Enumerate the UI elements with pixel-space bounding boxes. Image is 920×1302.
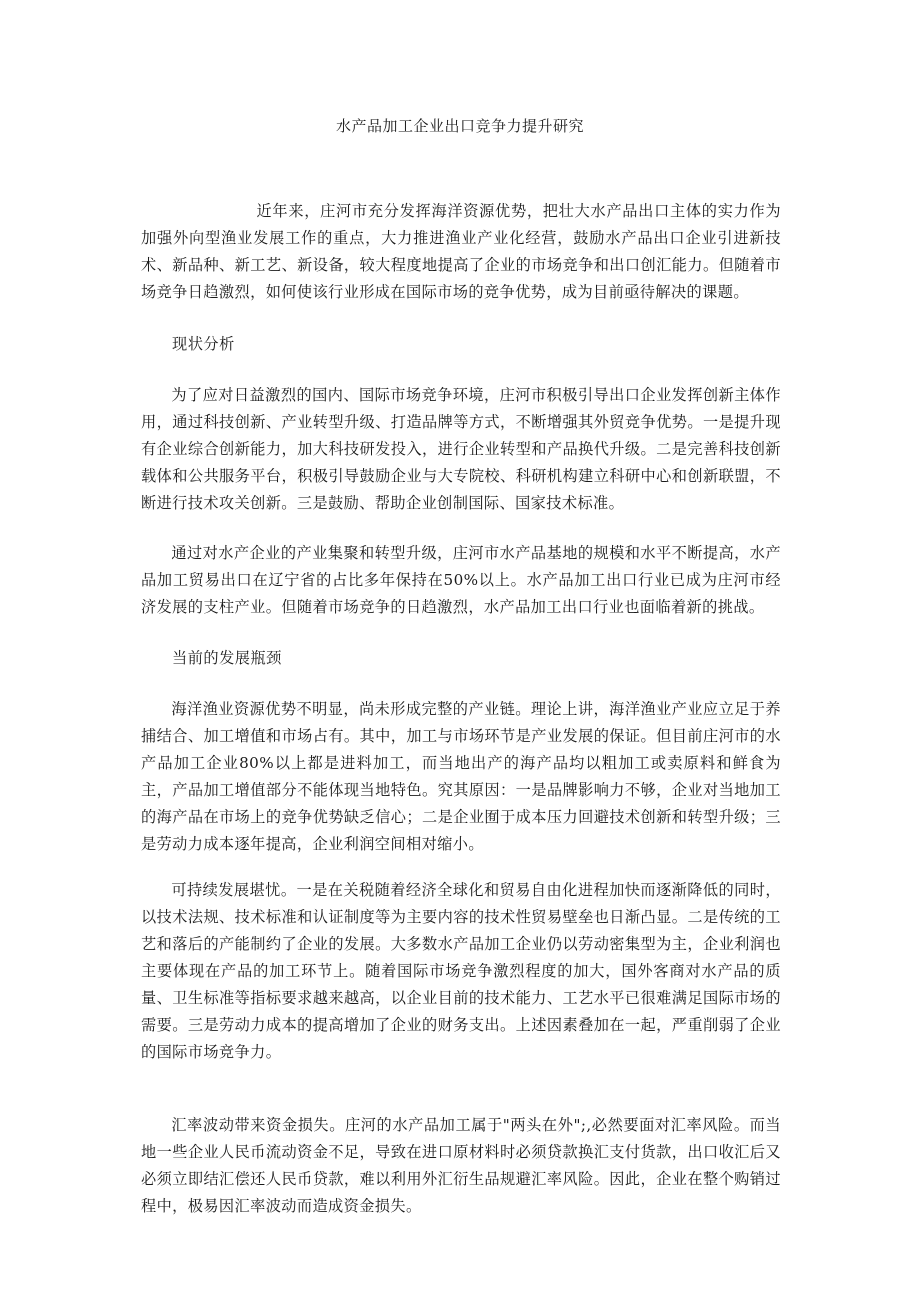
- intro-paragraph: 近年来，庄河市充分发挥海洋资源优势，把壮大水产品出口主体的实力作为加强外向型渔业发展工作的重点，大力推进渔业产业化经营，鼓励水产品出口企业引进新技术、新品种、新工艺、新设备，较大程度地提高了企业的市场竞争和出口创汇能力。但随着市场竞争日趋激烈，如何使该行业形成在国际市场的竞争优势，成为目前亟待解决的课题。: [141, 202, 781, 301]
- document-title: 水产品加工企业出口竞争力提升研究: [335, 117, 584, 135]
- bottleneck-paragraph-3: 汇率波动带来资金损失。庄河的水产品加工属于"两头在外";,必然要面对汇率风险。而当地一些企业人民币流动资金不足，导致在进口原材料时必须贷款换汇支付货款，出口收汇后又必须立即结汇偿还人民币贷款，难以利用外汇衍生品规避汇率风险。因此，企业在整个购销过程中，极易因汇率波动而造成资金损失。: [141, 1116, 781, 1215]
- bottleneck-paragraph-1: 海洋渔业资源优势不明显，尚未形成完整的产业链。理论上讲，海洋渔业产业应立足于养捕结合、加工增值和市场占有。其中，加工与市场环节是产业发展的保证。但目前庄河市的水产品加工企业80%以上都是进料加工，而当地出产的海产品均以粗加工或卖原料和鲜食为主，产品加工增值部分不能体现当地特色。究其原因：一是品牌影响力不够，企业对当地加工的海产品在市场上的竞争优势缺乏信心；二是企业囿于成本压力回避技术创新和转型升级；三是劳动力成本逐年提高，企业利润空间相对缩小。: [141, 700, 781, 853]
- section-heading-bottleneck: 当前的发展瓶颈: [172, 649, 282, 667]
- status-paragraph-1: 为了应对日益激烈的国内、国际市场竞争环境，庄河市积极引导出口企业发挥创新主体作用，通过科技创新、产业转型升级、打造品牌等方式，不断增强其外贸竞争优势。一是提升现有企业综合创新能力，加大科技研发投入，进行企业转型和产品换代升级。二是完善科技创新载体和公共服务平台，积极引导鼓励企业与大专院校、科研机构建立科研中心和创新联盟，不断进行技术攻关创新。三是鼓励、帮助企业创制国际、国家技术标准。: [141, 386, 781, 512]
- status-paragraph-2: 通过对水产企业的产业集聚和转型升级，庄河市水产品基地的规模和水平不断提高，水产品加工贸易出口在辽宁省的占比多年保持在50%以上。水产品加工出口行业已成为庄河市经济发展的支柱产业。但随着市场竞争的日趋激烈，水产品加工出口行业也面临着新的挑战。: [141, 544, 781, 616]
- bottleneck-paragraph-2: 可持续发展堪忧。一是在关税随着经济全球化和贸易自由化进程加快而逐渐降低的同时，以技术法规、技术标准和认证制度等为主要内容的技术性贸易壁垒也日渐凸显。二是传统的工艺和落后的产能制约了企业的发展。大多数水产品加工企业仍以劳动密集型为主，企业利润也主要体现在产品的加工环节上。随着国际市场竞争激烈程度的加大，国外客商对水产品的质量、卫生标准等指标要求越来越高，以企业目前的技术能力、工艺水平已很难满足国际市场的需要。三是劳动力成本的提高增加了企业的财务支出。上述因素叠加在一起，严重削弱了企业的国际市场竞争力。: [141, 881, 781, 1061]
- section-heading-status: 现状分析: [172, 335, 235, 353]
